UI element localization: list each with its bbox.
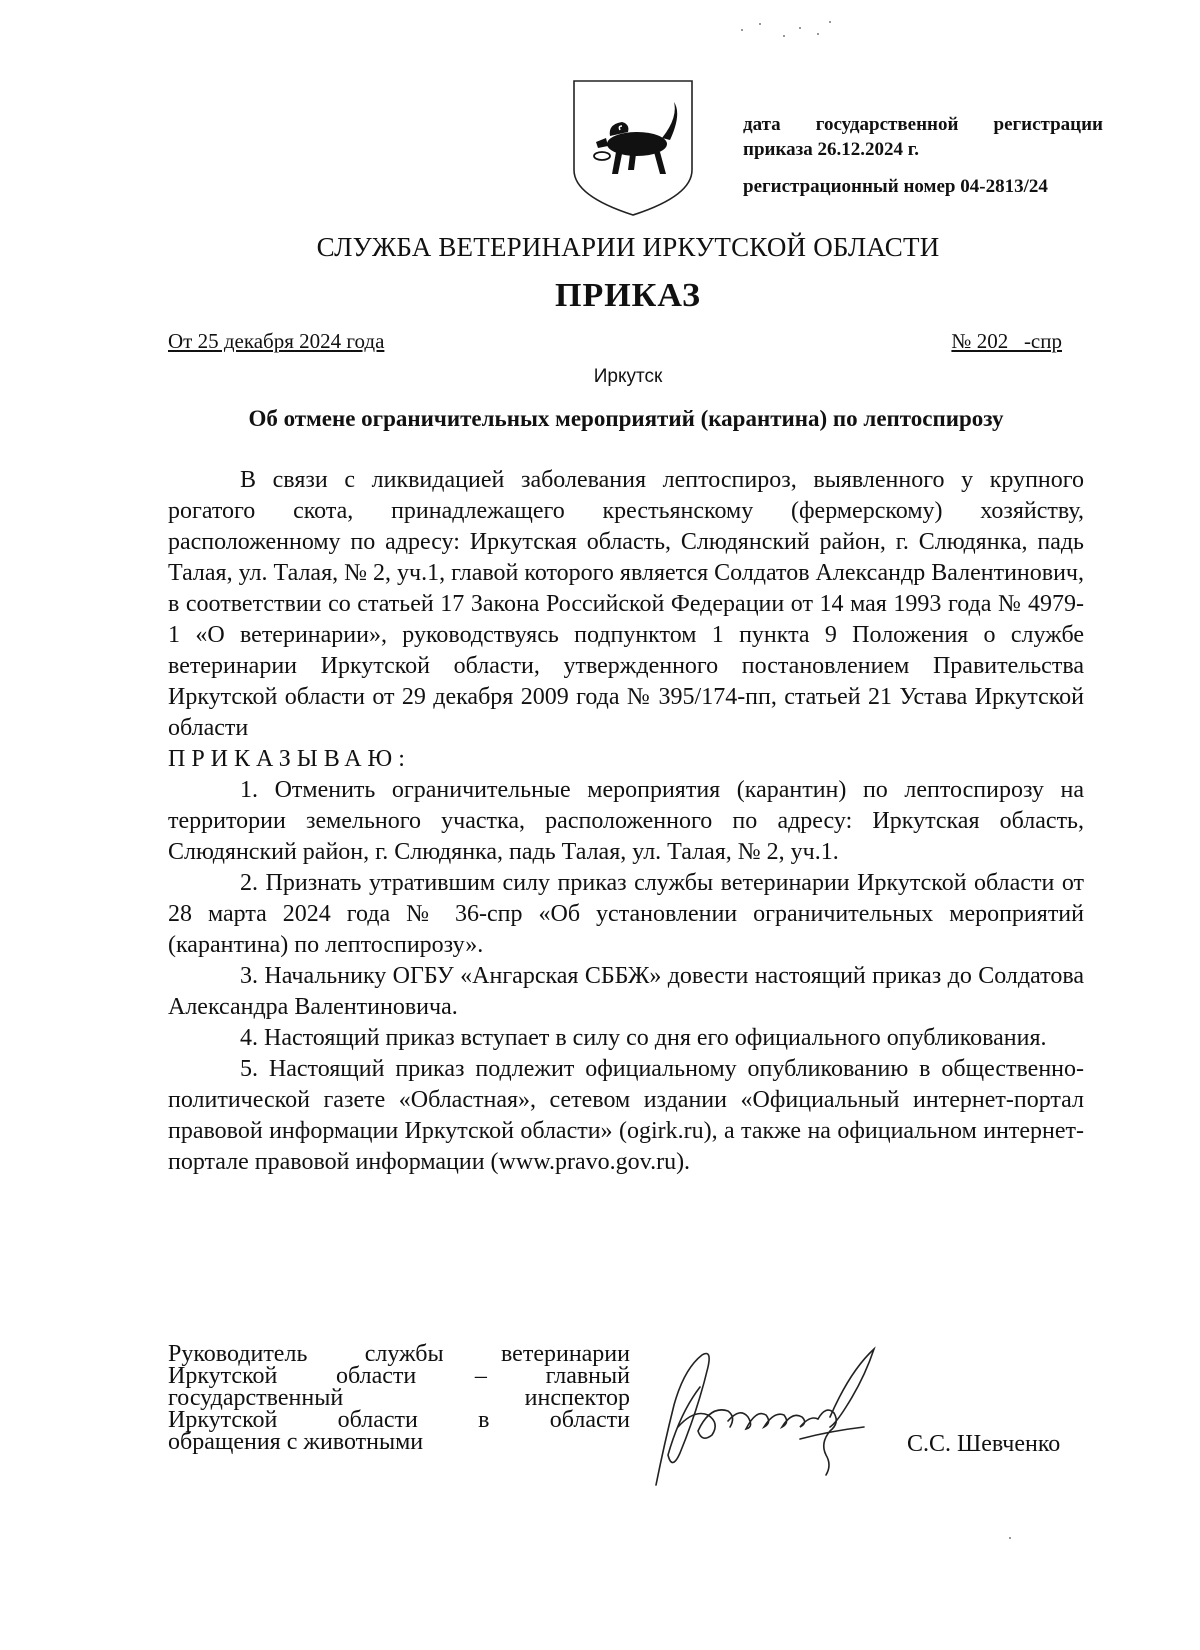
order-item-3: 3. Начальнику ОГБУ «Ангарская СББЖ» довести настоящий приказ до Солдатова Александра Валентиновича.	[168, 963, 1084, 1020]
signatory-position-line: обращения с животными	[168, 1429, 424, 1455]
signatory-position-line: Руководитель службы ветеринарии	[168, 1341, 630, 1367]
order-subject: Об отмене ограничительных мероприятий (карантина) по лептоспирозу	[248, 406, 1004, 431]
order-number: № 202 -спр	[951, 329, 1062, 353]
order-item-2: 2. Признать утратившим силу приказ службы ветеринарии Иркутской области от 28 марта 2024 года № 36-спр «Об установлении ограничительных мероприятий (карантина) по лептоспирозу».	[168, 870, 1084, 958]
handwritten-signature	[650, 1335, 900, 1495]
signatory-position	[168, 1343, 630, 1453]
irkutsk-coat-of-arms-emblem	[570, 78, 696, 218]
order-body	[168, 465, 1084, 1178]
document-type-title: ПРИКАЗ	[555, 277, 701, 314]
order-city: Иркутск	[593, 366, 663, 387]
order-item-4: 4. Настоящий приказ вступает в силу со дня его официального опубликования.	[240, 1025, 1047, 1051]
registration-line-1: дата государственной регистрации	[743, 114, 1103, 135]
signatory-position-line: государственный инспектор	[168, 1385, 630, 1411]
order-item-5: 5. Настоящий приказ подлежит официальному опубликованию в общественно-политической газете «Областная», сетевом издании «Официальный интернет-портал правовой информации Иркутской области» (ogirk.ru), а также на официальном интернет-портале правовой информации (www.pravo.gov.ru).	[168, 1056, 1084, 1175]
registration-stamp	[743, 112, 1103, 199]
registration-line-2: приказа 26.12.2024 г.	[743, 139, 919, 160]
order-date: От 25 декабря 2024 года	[168, 329, 385, 353]
preamble-paragraph: В связи с ликвидацией заболевания лептоспироз, выявленного у крупного рогатого скота, принадлежащего крестьянскому (фермерскому) хозяйству, расположенному по адресу: Иркутская область, Слюдянский район, г. Слюдянка, падь Талая, ул. Талая, № 2, уч.1, главой которого является Солдатов Александр Валентинович, в соответствии со статьей 17 Закона Российской Федерации от 14 мая 1993 года № 4979-1 «О ветеринарии», руководствуясь подпунктом 1 пункта 9 Положения о службе ветеринарии Иркутской области, утвержденного постановлением Правительства Иркутской области от 29 декабря 2009 года № 395/174-пп, статьей 21 Устава Иркутской области	[168, 467, 1084, 741]
agency-name: СЛУЖБА ВЕТЕРИНАРИИ ИРКУТСКОЙ ОБЛАСТИ	[316, 232, 940, 262]
signatory-name: С.С. Шевченко	[907, 1431, 1061, 1457]
signatory-position-line: Иркутской области в области	[168, 1407, 630, 1433]
order-item-1: 1. Отменить ограничительные мероприятия (карантин) по лептоспирозу на территории земельного участка, расположенного по адресу: Иркутская область, Слюдянский район, г. Слюдянка, падь Талая, ул. Талая, № 2, уч.1.	[168, 777, 1084, 865]
signatory-position-line: Иркутской области – главный	[168, 1363, 630, 1389]
decree-heading: ПРИКАЗЫВАЮ:	[168, 746, 411, 772]
registration-number: регистрационный номер 04-2813/24	[743, 176, 1048, 197]
